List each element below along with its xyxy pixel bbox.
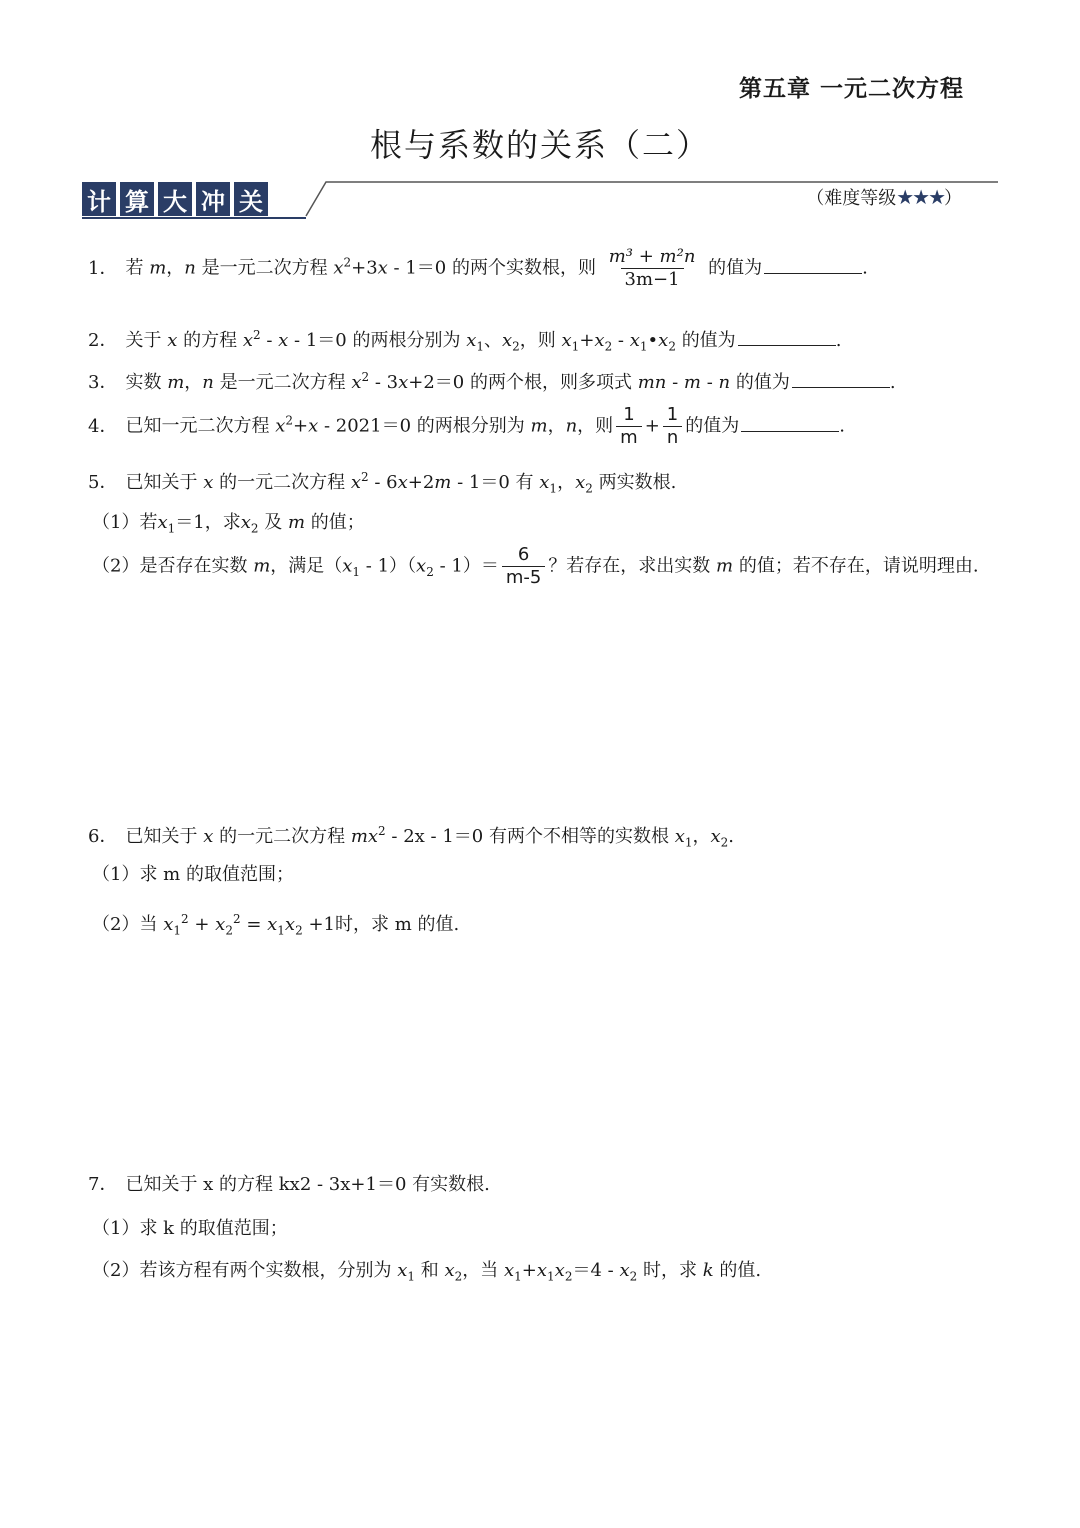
question-1: 1． 若 m，n 是一元二次方程 $x^2+3x - 1=0$ 的两个实数根，则 $\frac{\text{m³ + m²n}}{3m-1}$ 的值为 . xyxy=(88,246,868,290)
banner-char: 大 xyxy=(158,182,192,216)
question-7-part-1: （1）求 k 的取值范围； xyxy=(92,1218,288,1239)
question-6: 6． 已知关于 x 的一元二次方程 $mx^2 - 2x - 1=0$ 有两个不相等的实数根 $x_1$，$x_2$. xyxy=(88,824,735,850)
banner-char: 计 xyxy=(82,182,116,216)
banner-char: 算 xyxy=(120,182,154,216)
difficulty-label: （难度等级 xyxy=(806,188,897,209)
fraction: $\frac{\text{m³ + m²n}}{3m-1}$ xyxy=(608,246,696,290)
star-icon: ★★★ xyxy=(896,185,944,209)
difficulty-rating xyxy=(806,184,962,210)
chapter-heading: 第五章 一元二次方程 xyxy=(738,76,964,102)
fraction: $\frac{6}{m-5}$ xyxy=(502,544,545,589)
question-2: 2． 关于 x 的方程 $x^2 - x - 1=0$ 的两根分别为 $x_1$、$x_2$，则 $x_1+x_2$ - $x_1•x_2$ 的值为 . xyxy=(88,328,842,354)
banner-char: 关 xyxy=(234,182,268,216)
question-6-part-2: （2）当 $x_1^2 + x_2^2 = x_1x_2 +1$时，求 m 的值. xyxy=(92,912,460,938)
section-banner xyxy=(82,182,272,216)
fraction: $\frac{1}{m}$ xyxy=(616,404,642,449)
question-5: 5． 已知关于 x 的一元二次方程 $x^2 - 6x+2m - 1=0$ 有 $x_1$，$x_2$ 两实数根. xyxy=(88,470,677,496)
answer-blank[interactable] xyxy=(741,413,839,432)
answer-blank[interactable] xyxy=(792,369,890,388)
fraction: $\frac{1}{n}$ xyxy=(663,404,682,449)
question-6-part-1: （1）求 m 的取值范围； xyxy=(92,864,294,885)
question-5-part-2: （2）是否存在实数 m，满足$(x_1 - 1)(x_2 - 1)=$ $\frac{6}{m-5}$ ？若存在，求出实数 m 的值；若不存在，请说明理由. xyxy=(92,544,979,588)
question-7: 7． 已知关于 x 的方程 kx2 - 3x+1＝0 有实数根. xyxy=(88,1174,490,1195)
question-5-part-1: （1）若$x_1=1$，求$x_2$ 及 m 的值； xyxy=(92,512,365,536)
answer-blank[interactable] xyxy=(764,255,862,274)
page-title: 根与系数的关系（二） xyxy=(369,126,710,164)
question-4: 4． 已知一元二次方程 $x^2+x - 2021=0$ 的两根分别为 m，n，则 $\frac{1}{m}$ + $\frac{1}{n}$ 的值为 . xyxy=(88,404,845,448)
answer-blank[interactable] xyxy=(738,327,836,346)
difficulty-close: ） xyxy=(944,188,962,209)
question-7-part-2: （2）若该方程有两个实数根，分别为 $x_1$ 和 $x_2$，当 $x_1+x_1x_2=4 - x_2$ 时，求 k 的值. xyxy=(92,1260,762,1284)
banner-char: 冲 xyxy=(196,182,230,216)
question-3: 3． 实数 m，n 是一元二次方程 $x^2 - 3x+2=0$ 的两个根，则多项式 mn - m - n 的值为 . xyxy=(88,370,896,393)
